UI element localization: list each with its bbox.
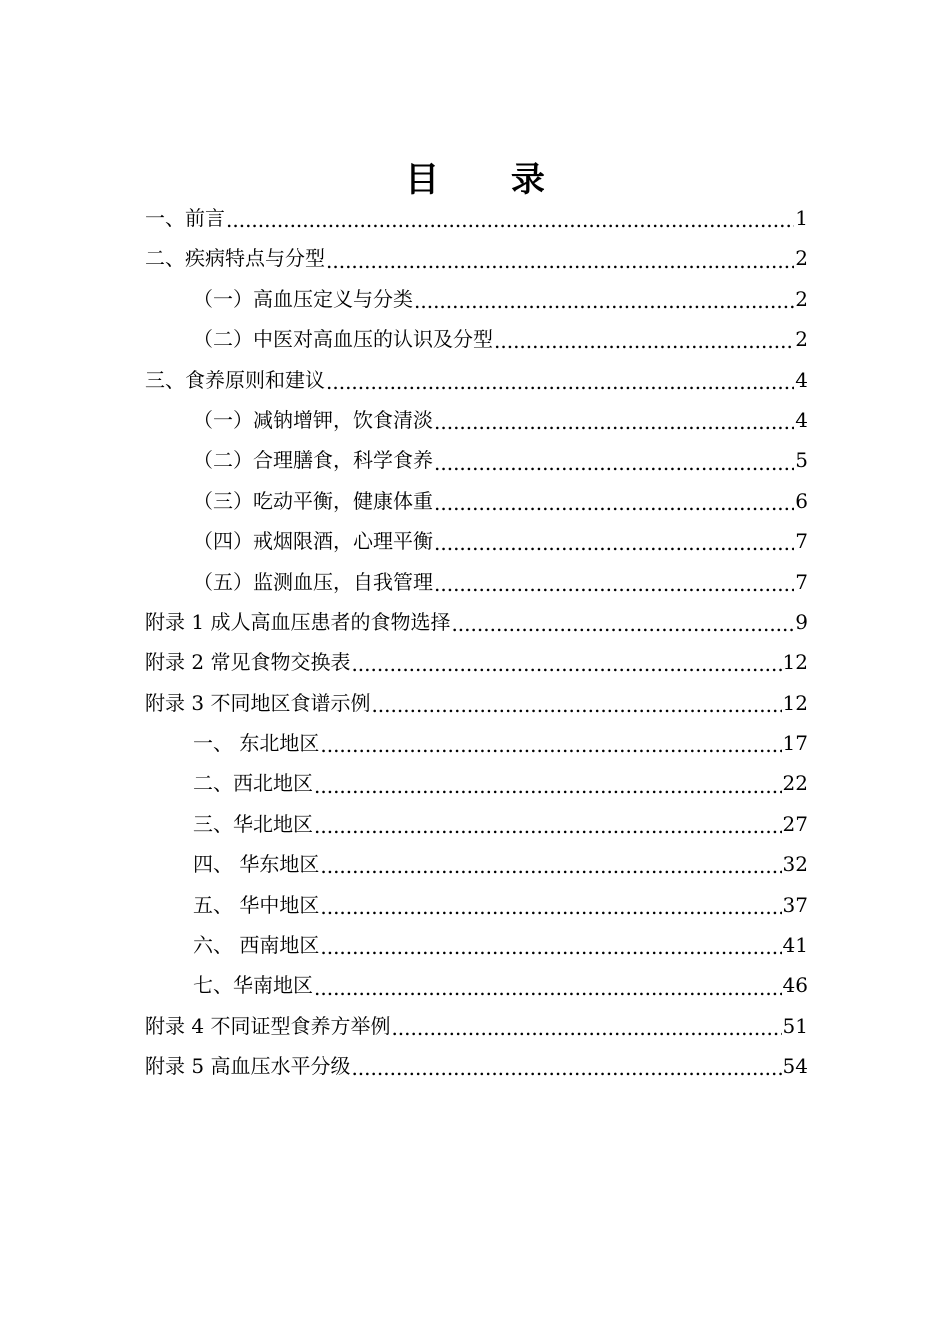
toc-leader-dots xyxy=(351,1058,781,1082)
toc-entry[interactable] xyxy=(145,198,808,238)
toc-entry-page: 2 xyxy=(795,246,808,271)
toc-entry-label: 附录 4 不同证型食养方举例 xyxy=(145,1013,391,1038)
toc-entry-label: （四）戒烟限酒，心理平衡 xyxy=(193,529,433,554)
toc-entry-label: 附录 2 常见食物交换表 xyxy=(145,650,351,675)
toc-leader-dots xyxy=(434,412,794,436)
toc-subentry[interactable] xyxy=(145,965,808,1005)
toc-entry-page: 12 xyxy=(782,650,808,675)
toc-leader-dots xyxy=(326,372,794,396)
toc-subentry[interactable] xyxy=(145,804,808,844)
toc-leader-dots xyxy=(434,453,794,477)
toc-subentry[interactable] xyxy=(145,440,808,480)
toc-leader-dots xyxy=(226,210,794,234)
toc-leader-dots xyxy=(320,937,781,961)
toc-entry-page: 41 xyxy=(782,933,808,958)
toc-entry-label: 二、西北地区 xyxy=(193,771,313,796)
toc-entry-label: 三、食养原则和建议 xyxy=(145,367,325,392)
toc-entry-label: 一、前言 xyxy=(145,206,225,230)
toc-entry[interactable] xyxy=(145,1046,808,1086)
toc-entry-label: （二）中医对高血压的认识及分型 xyxy=(193,327,493,352)
toc-entry[interactable] xyxy=(145,238,808,278)
toc-entry-page: 9 xyxy=(795,609,808,634)
toc-entry-label: 附录 1 成人高血压患者的食物选择 xyxy=(145,609,451,634)
toc-leader-dots xyxy=(451,614,794,638)
toc-entry-page: 17 xyxy=(782,731,808,756)
toc-entry[interactable] xyxy=(145,1006,808,1046)
toc-subentry[interactable] xyxy=(145,723,808,763)
toc-entry-page: 6 xyxy=(795,488,808,513)
toc-entry-page: 2 xyxy=(795,327,808,352)
toc-entry-label: 四、 华东地区 xyxy=(193,852,320,877)
toc-subentry[interactable] xyxy=(145,763,808,803)
toc-entry-page: 7 xyxy=(795,569,808,594)
toc-entry[interactable] xyxy=(145,683,808,723)
toc-subentry[interactable] xyxy=(145,521,808,561)
toc-entry-label: 二、疾病特点与分型 xyxy=(145,246,325,271)
toc-entry-page: 7 xyxy=(795,529,808,554)
toc-leader-dots xyxy=(320,735,781,759)
toc-leader-dots xyxy=(326,251,794,275)
toc-entry-page: 27 xyxy=(782,811,808,836)
toc-entry-label: 三、华北地区 xyxy=(193,811,313,836)
toc-subentry[interactable] xyxy=(145,481,808,521)
toc-subentry[interactable] xyxy=(145,319,808,359)
toc-leader-dots xyxy=(320,897,781,921)
toc-leader-dots xyxy=(314,978,782,1002)
toc-entry[interactable] xyxy=(145,602,808,642)
toc-entry-page: 51 xyxy=(782,1013,808,1038)
toc-leader-dots xyxy=(320,856,781,880)
toc-entry-page: 22 xyxy=(782,771,808,796)
toc-entry-page: 46 xyxy=(782,973,808,998)
toc-subentry[interactable] xyxy=(145,885,808,925)
toc-entry-label: 六、 西南地区 xyxy=(193,933,320,958)
toc-subentry[interactable] xyxy=(145,925,808,965)
toc-entry-page: 5 xyxy=(795,448,808,473)
toc-leader-dots xyxy=(371,695,781,719)
toc-entry-page: 4 xyxy=(795,407,808,432)
toc-entry-page: 37 xyxy=(782,892,808,917)
toc-entry-label: （三）吃动平衡，健康体重 xyxy=(193,488,433,513)
toc-entry-label: （一）减钠增钾，饮食清淡 xyxy=(193,407,433,432)
toc-entry-label: 一、 东北地区 xyxy=(193,731,320,756)
toc-leader-dots xyxy=(434,574,794,598)
toc-entry-label: （一）高血压定义与分类 xyxy=(193,286,413,311)
toc-subentry[interactable] xyxy=(145,562,808,602)
toc-leader-dots xyxy=(434,533,794,557)
toc-entry[interactable] xyxy=(145,360,808,400)
toc-leader-dots xyxy=(391,1018,781,1042)
toc-entry-page: 4 xyxy=(795,367,808,392)
toc-entry-page: 32 xyxy=(782,852,808,877)
toc-entry-label: 七、华南地区 xyxy=(193,973,313,998)
toc-subentry[interactable] xyxy=(145,844,808,884)
toc-leader-dots xyxy=(434,493,794,517)
toc-entry-page: 54 xyxy=(782,1054,808,1079)
toc-leader-dots xyxy=(314,776,782,800)
toc-entry[interactable] xyxy=(145,642,808,682)
table-of-contents xyxy=(145,198,808,1087)
toc-subentry[interactable] xyxy=(145,279,808,319)
toc-entry-label: 五、 华中地区 xyxy=(193,892,320,917)
toc-entry-label: 附录 3 不同地区食谱示例 xyxy=(145,690,371,715)
toc-leader-dots xyxy=(494,331,794,355)
toc-entry-page: 12 xyxy=(782,690,808,715)
toc-entry-page: 2 xyxy=(795,286,808,311)
toc-leader-dots xyxy=(351,654,781,678)
toc-entry-page: 1 xyxy=(795,206,808,230)
toc-leader-dots xyxy=(314,816,782,840)
toc-entry-label: 附录 5 高血压水平分级 xyxy=(145,1054,351,1079)
toc-title: 目 录 xyxy=(405,160,575,200)
toc-entry-label: （二）合理膳食，科学食养 xyxy=(193,448,433,473)
toc-leader-dots xyxy=(414,291,794,315)
toc-subentry[interactable] xyxy=(145,400,808,440)
toc-entry-label: （五）监测血压，自我管理 xyxy=(193,569,433,594)
